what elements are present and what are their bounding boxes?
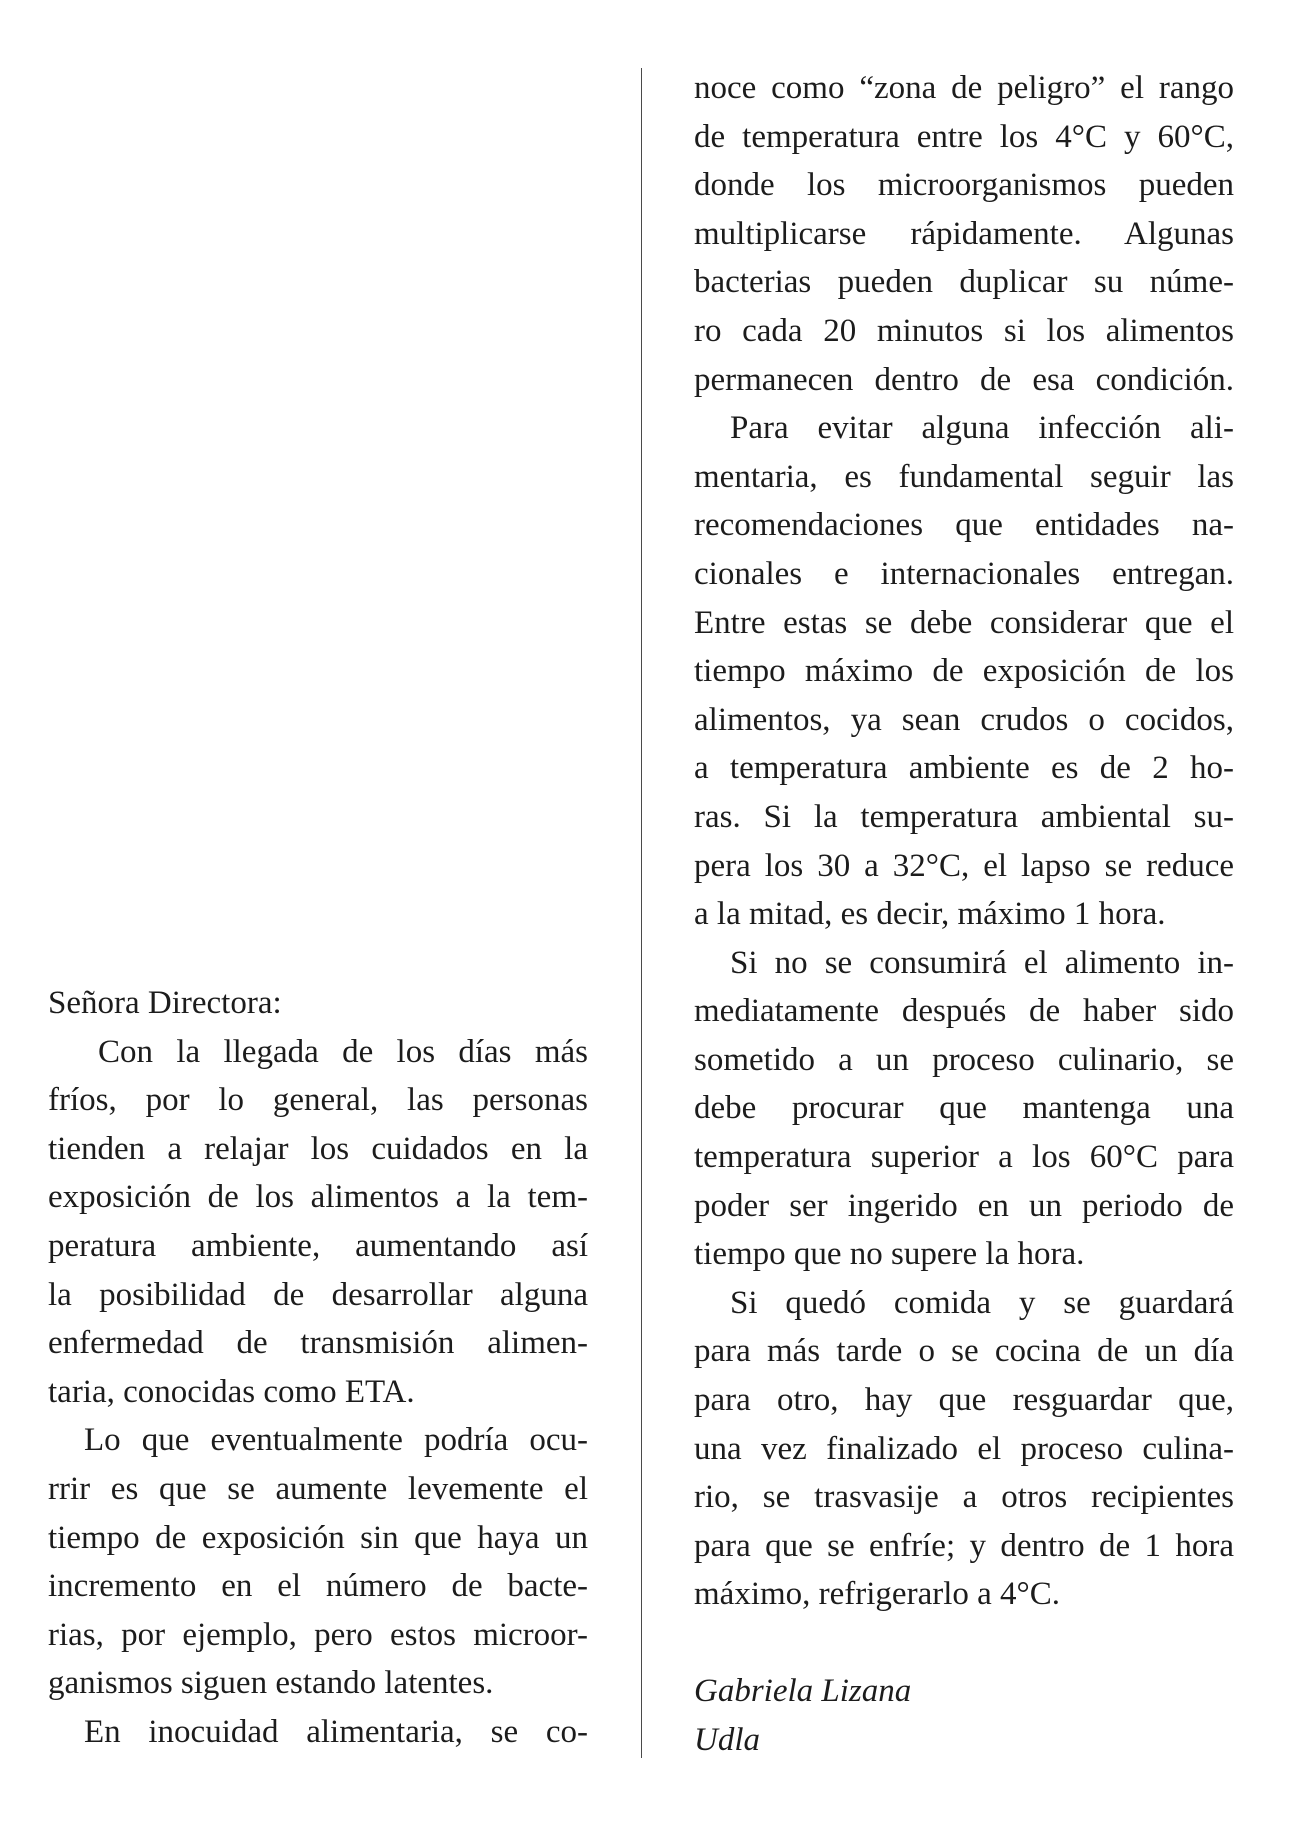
text-line: Entre estas se debe considerar que el (694, 604, 1234, 641)
text-line: ras. Si la temperatura ambiental su- (694, 798, 1234, 835)
text-line: permanecen dentro de esa condición. (694, 361, 1234, 398)
text-line: de temperatura entre los 4°C y 60°C, (694, 118, 1234, 155)
text-line: rio, se trasvasije a otros recipientes (694, 1479, 1234, 1516)
paragraph-2 (48, 1416, 588, 1708)
text-line: bacterias pueden duplicar su núme- (694, 264, 1234, 301)
signature-affiliation: Udla (694, 1721, 760, 1758)
paragraph-6 (694, 1279, 1234, 1619)
text-line: para otro, hay que resguardar que, (694, 1382, 1234, 1419)
text-line: cionales e internacionales entregan. (694, 555, 1234, 592)
text-line: fríos, por lo general, las personas (48, 1082, 588, 1119)
letter-left-column (48, 979, 588, 1757)
text-line: pera los 30 a 32°C, el lapso se reduce (694, 847, 1234, 884)
text-line: mediatamente después de haber sido (694, 993, 1234, 1030)
text-line: ro cada 20 minutos si los alimentos (694, 312, 1234, 349)
text-line: donde los microorganismos pueden (694, 167, 1234, 204)
paragraph-4 (694, 404, 1234, 939)
text-line: rrir es que se aumente levemente el (48, 1470, 588, 1507)
text-line: rias, por ejemplo, pero estos microor- (48, 1616, 588, 1653)
text-line: tiempo de exposición sin que haya un (48, 1519, 588, 1556)
text-line: la posibilidad de desarrollar alguna (48, 1276, 588, 1313)
text-line: Si no se consumirá el alimento in- (730, 944, 1234, 981)
text-line: a temperatura ambiente es de 2 ho- (694, 750, 1234, 787)
text-line: para que se enfríe; y dentro de 1 hora (694, 1527, 1234, 1564)
text-line: poder ser ingerido en un periodo de (694, 1187, 1234, 1224)
text-line: tiempo que no supere la hora. (694, 1236, 1085, 1273)
text-line: Si quedó comida y se guardará (730, 1284, 1234, 1321)
text-line: incremento en el número de bacte- (48, 1568, 588, 1605)
text-line: Lo que eventualmente podría ocu- (84, 1422, 588, 1459)
column-divider (641, 68, 642, 1758)
text-line: peratura ambiente, aumentando así (48, 1227, 588, 1264)
salutation: Señora Directora: (48, 985, 282, 1021)
paragraph-1 (48, 1028, 588, 1417)
text-line: multiplicarse rápidamente. Algunas (694, 215, 1234, 252)
text-line: temperatura superior a los 60°C para (694, 1139, 1234, 1176)
text-line: Para evitar alguna infección ali- (730, 410, 1234, 447)
signature-block (694, 1667, 1234, 1764)
text-line: máximo, refrigerarlo a 4°C. (694, 1576, 1060, 1613)
text-line: para más tarde o se cocina de un día (694, 1333, 1234, 1370)
text-line: una vez finalizado el proceso culina- (694, 1430, 1234, 1467)
text-line: taria, conocidas como ETA. (48, 1373, 415, 1410)
text-line: noce como “zona de peligro” el rango (694, 70, 1234, 106)
letter-right-column (694, 64, 1234, 1764)
paragraph-5 (694, 939, 1234, 1279)
text-line: Con la llegada de los días más (98, 1033, 588, 1070)
text-line: mentaria, es fundamental seguir las (694, 458, 1234, 495)
text-line: En inocuidad alimentaria, se co- (84, 1713, 588, 1750)
text-line: exposición de los alimentos a la tem- (48, 1179, 588, 1216)
text-line: a la mitad, es decir, máximo 1 hora. (694, 896, 1166, 933)
text-line: debe procurar que mantenga una (694, 1090, 1234, 1127)
text-line: alimentos, ya sean crudos o cocidos, (694, 701, 1234, 738)
text-line: enfermedad de transmisión alimen- (48, 1325, 588, 1362)
text-line: sometido a un proceso culinario, se (694, 1041, 1234, 1078)
text-line: recomendaciones que entidades na- (694, 507, 1234, 544)
text-line: ganismos siguen estando latentes. (48, 1665, 494, 1702)
paragraph-3 (48, 1708, 588, 1757)
signature-name: Gabriela Lizana (694, 1673, 912, 1709)
paragraph-3-continued (694, 64, 1234, 404)
text-line: tienden a relajar los cuidados en la (48, 1130, 588, 1167)
text-line: tiempo máximo de exposición de los (694, 653, 1234, 690)
